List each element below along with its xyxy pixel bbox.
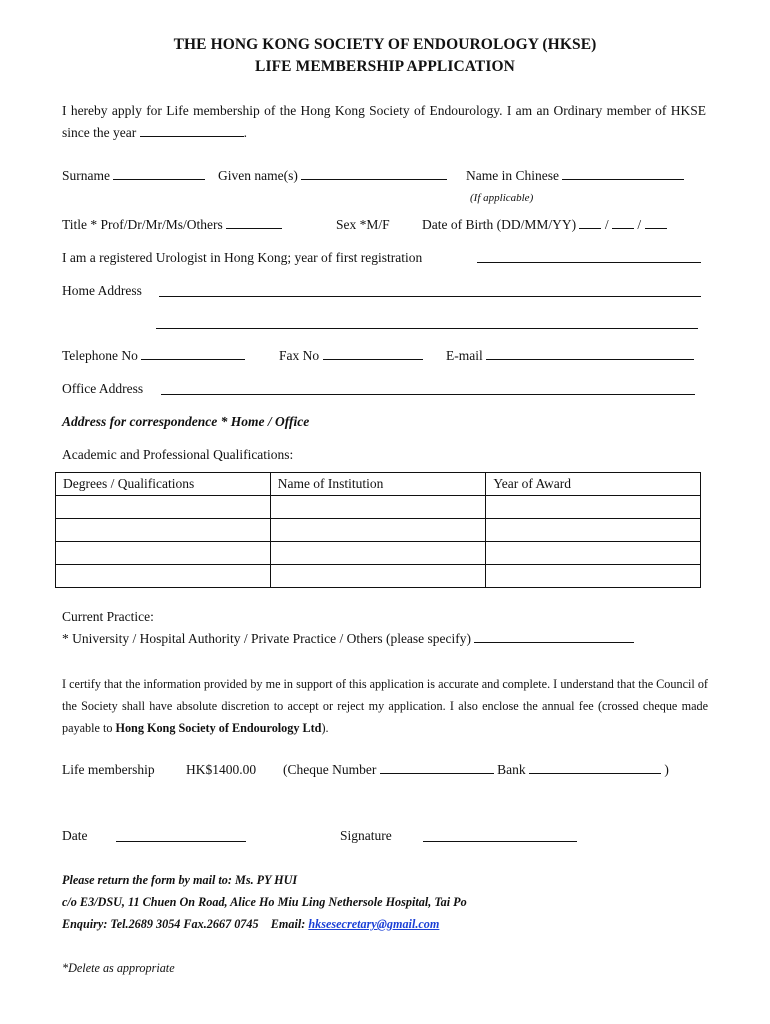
return-address: c/o E3/DSU, 11 Chuen On Road, Alice Ho Miu Ling Nethersole Hospital, Tai Po bbox=[62, 895, 467, 909]
dob-label: Date of Birth (DD/MM/YY) bbox=[422, 217, 577, 232]
delete-footnote: *Delete as appropriate bbox=[62, 961, 175, 975]
title-label: Title * Prof/Dr/Mr/Ms/Others bbox=[62, 217, 223, 232]
dob-year-blank[interactable] bbox=[645, 217, 667, 229]
table-cell[interactable] bbox=[486, 565, 701, 588]
email-label: E-mail bbox=[446, 348, 483, 363]
given-names-field bbox=[218, 168, 447, 184]
certification-paragraph bbox=[62, 673, 708, 739]
correspondence-address-choice[interactable]: Address for correspondence * Home / Office bbox=[62, 414, 310, 429]
surname-blank[interactable] bbox=[113, 168, 205, 180]
surname-label: Surname bbox=[62, 168, 110, 183]
table-cell[interactable] bbox=[486, 519, 701, 542]
registration-year-blank[interactable] bbox=[477, 262, 701, 263]
table-cell[interactable] bbox=[56, 519, 271, 542]
given-names-label: Given name(s) bbox=[218, 168, 298, 183]
office-address-line[interactable] bbox=[161, 394, 695, 395]
cheque-field bbox=[283, 762, 669, 778]
if-applicable-note: (If applicable) bbox=[470, 192, 534, 204]
title-blank[interactable] bbox=[226, 217, 282, 229]
fax-label: Fax No bbox=[279, 348, 320, 363]
table-row bbox=[56, 519, 701, 542]
cheque-number-label: (Cheque Number bbox=[283, 762, 377, 777]
chinese-name-blank[interactable] bbox=[562, 168, 684, 180]
dob-day-blank[interactable] bbox=[579, 217, 601, 229]
dob-separator: / bbox=[604, 217, 609, 232]
signature-label: Signature bbox=[340, 828, 392, 843]
certification-end: ). bbox=[321, 721, 329, 735]
fax-field bbox=[279, 348, 423, 364]
current-practice-field bbox=[62, 631, 634, 647]
enquiry-phone-fax: Enquiry: Tel.2689 3054 Fax.2667 0745 bbox=[62, 917, 259, 931]
dob-month-blank[interactable] bbox=[612, 217, 634, 229]
home-address-label: Home Address bbox=[62, 283, 142, 298]
signature-blank[interactable] bbox=[423, 841, 577, 842]
surname-field bbox=[62, 168, 205, 184]
registration-label: I am a registered Urologist in Hong Kong; year of first registration bbox=[62, 250, 423, 265]
dob-field bbox=[422, 217, 667, 233]
date-label: Date bbox=[62, 828, 88, 843]
member-since-year-blank[interactable] bbox=[140, 125, 244, 137]
table-cell[interactable] bbox=[270, 519, 486, 542]
table-header-row bbox=[56, 473, 701, 496]
home-address-line1[interactable] bbox=[159, 296, 701, 297]
table-cell[interactable] bbox=[56, 496, 271, 519]
secretary-email-link[interactable]: hksesecretary@gmail.com bbox=[308, 917, 440, 931]
bank-label: Bank bbox=[497, 762, 526, 777]
qualifications-heading: Academic and Professional Qualifications: bbox=[62, 447, 294, 462]
table-row bbox=[56, 496, 701, 519]
telephone-field bbox=[62, 348, 245, 364]
date-blank[interactable] bbox=[116, 841, 246, 842]
fee-label: Life membership bbox=[62, 762, 155, 777]
cheque-number-blank[interactable] bbox=[380, 762, 494, 774]
current-practice-options[interactable]: * University / Hospital Authority / Private Practice / Others (please specify) bbox=[62, 631, 472, 646]
email-field bbox=[446, 348, 694, 364]
cheque-close: ) bbox=[664, 762, 669, 777]
table-cell[interactable] bbox=[270, 542, 486, 565]
sex-field[interactable]: Sex *M/F bbox=[336, 217, 390, 232]
fax-blank[interactable] bbox=[323, 348, 423, 360]
intro-paragraph bbox=[62, 100, 706, 144]
column-header: Degrees / Qualifications bbox=[56, 473, 271, 496]
qualifications-table bbox=[55, 472, 701, 588]
payee-name: Hong Kong Society of Endourology Ltd bbox=[115, 721, 322, 735]
table-cell[interactable] bbox=[270, 565, 486, 588]
intro-text: I hereby apply for Life membership of the Hong Kong Society of Endourology. I am an Ordinary member of HKSE since the year bbox=[62, 103, 706, 140]
chinese-name-label: Name in Chinese bbox=[466, 168, 559, 183]
certification-text: I certify that the information provided by me in support of this application is accurate and complete. I understand that the Council of the Society shall have absolute discretion to accept or reject my application. I also enclose the annual fee (crossed cheque made payable to bbox=[62, 677, 708, 735]
title-field bbox=[62, 217, 282, 233]
intro-end: . bbox=[243, 125, 247, 140]
table-row bbox=[56, 565, 701, 588]
table-cell[interactable] bbox=[270, 496, 486, 519]
table-cell[interactable] bbox=[56, 542, 271, 565]
email-blank[interactable] bbox=[486, 348, 694, 360]
practice-specify-blank[interactable] bbox=[474, 631, 634, 643]
column-header: Year of Award bbox=[486, 473, 701, 496]
table-cell[interactable] bbox=[486, 496, 701, 519]
email-label: Email: bbox=[270, 917, 306, 931]
column-header: Name of Institution bbox=[270, 473, 486, 496]
telephone-blank[interactable] bbox=[141, 348, 245, 360]
telephone-label: Telephone No bbox=[62, 348, 138, 363]
form-subtitle: LIFE MEMBERSHIP APPLICATION bbox=[255, 58, 515, 75]
dob-separator: / bbox=[637, 217, 642, 232]
given-names-blank[interactable] bbox=[301, 168, 447, 180]
return-instruction: Please return the form by mail to: Ms. PY HUI bbox=[62, 873, 298, 887]
bank-blank[interactable] bbox=[529, 762, 661, 774]
office-address-label: Office Address bbox=[62, 381, 144, 396]
table-row bbox=[56, 542, 701, 565]
chinese-name-field bbox=[466, 168, 684, 184]
enquiry-line bbox=[62, 917, 439, 932]
home-address-line2[interactable] bbox=[156, 328, 698, 329]
form-title: THE HONG KONG SOCIETY OF ENDOUROLOGY (HKSE) bbox=[173, 36, 597, 53]
table-cell[interactable] bbox=[56, 565, 271, 588]
fee-amount: HK$1400.00 bbox=[186, 762, 257, 777]
current-practice-heading: Current Practice: bbox=[62, 609, 154, 624]
table-cell[interactable] bbox=[486, 542, 701, 565]
